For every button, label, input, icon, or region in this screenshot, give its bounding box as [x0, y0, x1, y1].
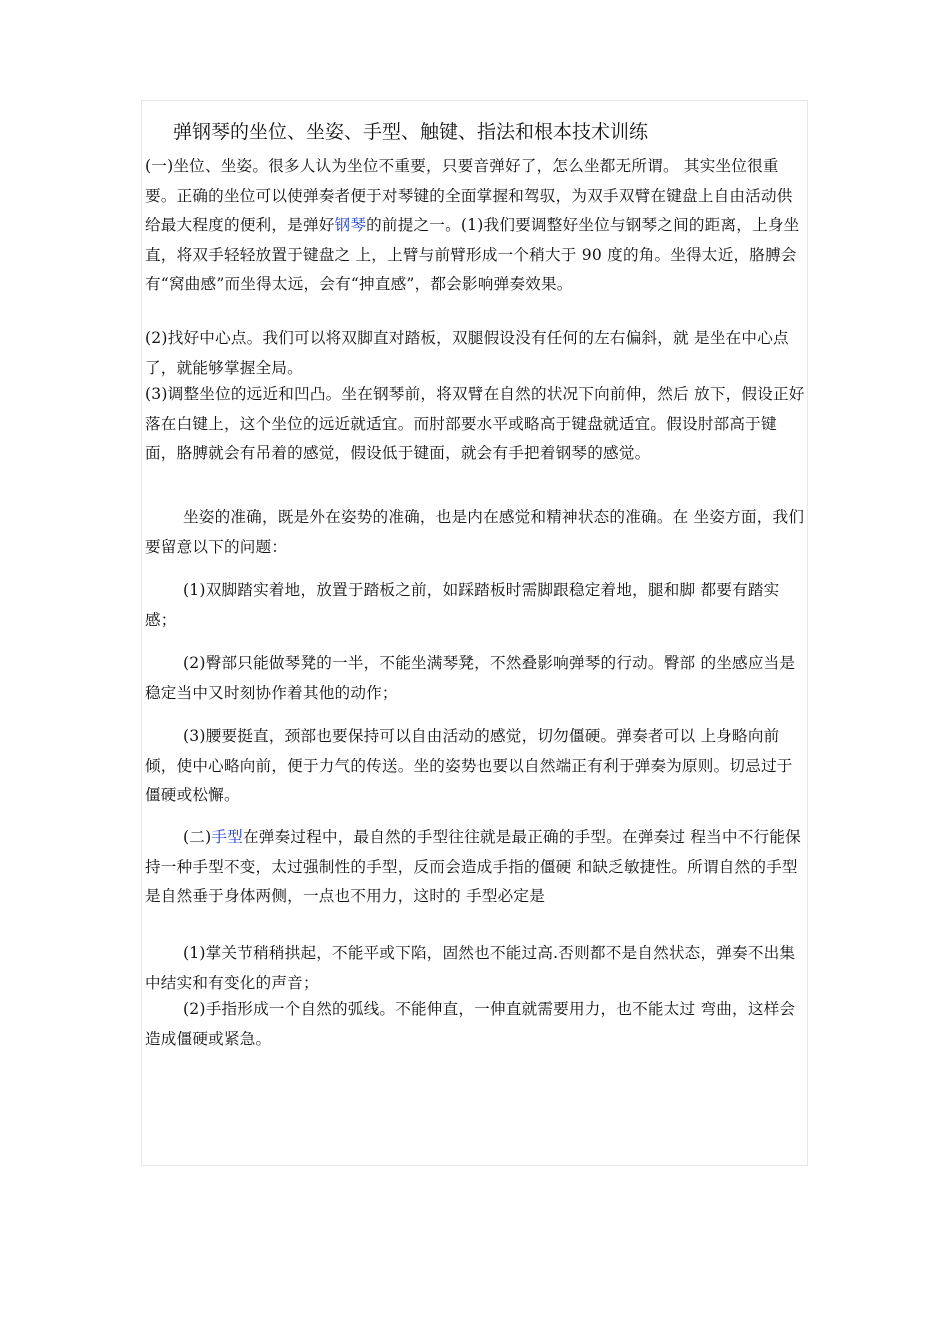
- paragraph-text: (二): [183, 828, 212, 846]
- paragraph-hand-shape: [145, 823, 805, 912]
- hand-shape-link[interactable]: 手型: [211, 828, 243, 846]
- paragraph-text: 的前提之一。(1)我们要调整好坐位与钢琴之间的距离，上身坐直，将双手轻轻放置于键盘之 上，上臂与前臂形成一个稍大于 90 度的角。坐得太近，胳膊会有“窝曲感”而坐得太远，会有“抻直感”，都会影响弹奏效果。: [145, 216, 800, 293]
- paragraph-posture-intro: 坐姿的准确，既是外在姿势的准确，也是内在感觉和精神状态的准确。在 坐姿方面，我们要留意以下的问题：: [145, 508, 805, 556]
- piano-link[interactable]: 钢琴: [334, 216, 367, 234]
- paragraph-seat-distance: (3)调整坐位的远近和凹凸。坐在钢琴前，将双臂在自然的状况下向前伸，然后 放下，假设正好落在白键上，这个坐位的远近就适宜。而肘部要水平或略高于键盘就适宜。假设肘部高于键面，胳膊就会有吊着的感觉，假设低于键面，就会有手把着钢琴的感觉。: [145, 385, 805, 462]
- paragraph-text: 在弹奏过程中，最自然的手型往往就是最正确的手型。在弹奏过 程当中不行能保持一种手型不变，太过强制性的手型，反而会造成手指的僵硬 和缺乏敏捷性。所谓自然的手型是自然垂于身体两侧，一点也不用力，这时的 手型必定是: [145, 828, 801, 905]
- paragraph-waist: (3)腰要挺直，颈部也要保持可以自由活动的感觉，切勿僵硬。弹奏者可以 上身略向前倾，使中心略向前，便于力气的传送。坐的姿势也要以自然端正有利于弹奏为原则。切忌过于僵硬或松懈。: [145, 727, 793, 804]
- document-title: 弹钢琴的坐位、坐姿、手型、触键、指法和根本技术训练: [173, 121, 649, 143]
- paragraph-text: (一)坐位、坐姿。很多人认为坐位不重要，只要音弹好了，怎么坐都无所谓。 其实坐位很重要。正确的坐位可以使弹奏者便于对琴键的全面掌握和驾驭，为双手双臂在键盘上自由活动供给最大程度的便利，是弹好: [145, 157, 793, 234]
- paragraph-hips: (2)臀部只能做琴凳的一半，不能坐满琴凳，不然叠影响弹琴的行动。臀部 的坐感应当是稳定当中又时刻协作着其他的动作；: [145, 654, 796, 702]
- paragraph-finger-arc: (2)手指形成一个自然的弧线。不能伸直，一伸直就需要用力，也不能太过 弯曲，这样会造成僵硬或紧急。: [145, 1000, 796, 1048]
- paragraph-seat-position: [145, 152, 805, 300]
- paragraph-center-point: (2)找好中心点。我们可以将双脚直对踏板，双腿假设没有任何的左右偏斜，就 是坐在中心点了，就能够掌握全局。: [145, 329, 789, 377]
- paragraph-knuckles: (1)掌关节稍稍拱起，不能平或下陷，固然也不能过高.否则都不是自然状态，弹奏不出集中结实和有变化的声音；: [145, 944, 796, 992]
- paragraph-feet: (1)双脚踏实着地，放置于踏板之前，如踩踏板时需脚跟稳定着地，腿和脚 都要有踏实感；: [145, 581, 780, 629]
